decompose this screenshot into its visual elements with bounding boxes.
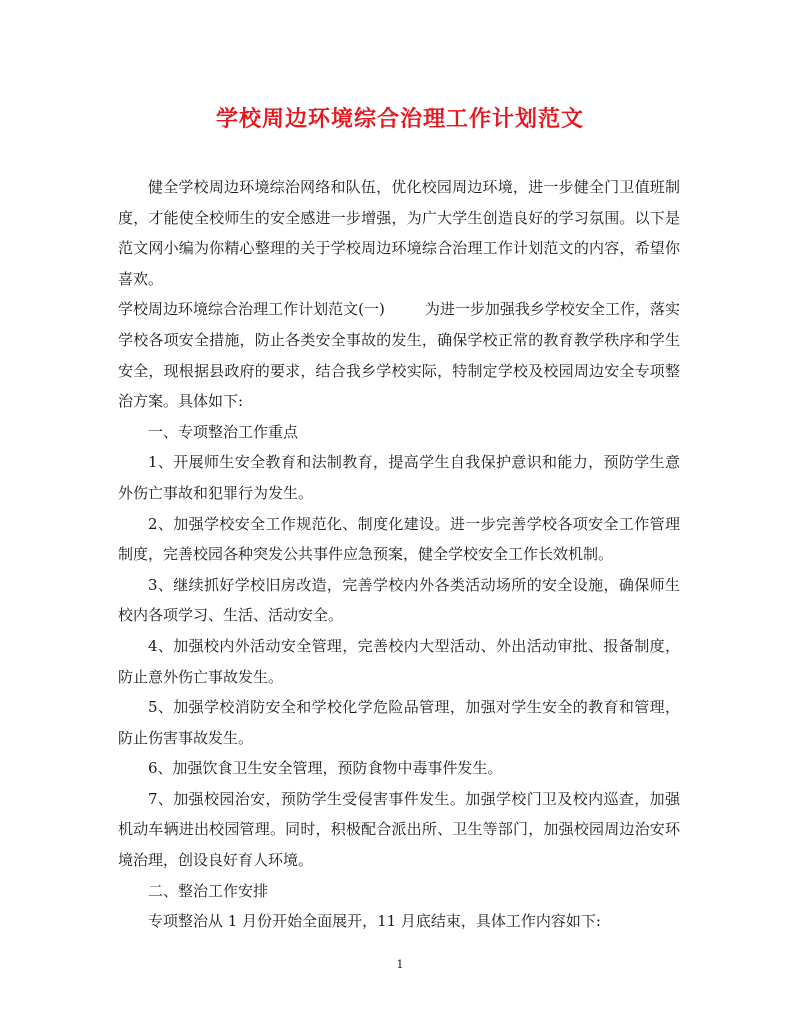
section2-paragraph: 专项整治从 1 月份开始全面展开，11 月底结束，具体工作内容如下: (148, 912, 601, 931)
list-item: 2、加强学校安全工作规范化、制度化建设。进一步完善学校各项安全工作管理制度，完善校园各种突发公共事件应急预案，健全学校安全工作长效机制。 (118, 514, 680, 564)
list-item: 6、加强饮食卫生安全管理，预防食物中毒事件发生。 (148, 759, 503, 778)
section-subtitle: 学校周边环境综合治理工作计划范文(一) (118, 300, 385, 319)
section-heading-2: 二、整治工作安排 (148, 881, 269, 900)
list-item: 1、开展师生安全教育和法制教育，提高学生自我保护意识和能力，预防学生意外伤亡事故和犯罪行为发生。 (118, 453, 680, 502)
intro-paragraph: 健全学校周边环境综治网络和队伍，优化校园周边环境，进一步健全门卫值班制度，才能使全校师生的安全感进一步增强，为广大学生创造良好的学习氛围。以下是范文网小编为你精心整理的关于学校周边环境综合治理工作计划范文的内容，希望你喜欢。 (118, 178, 680, 288)
subtitle-paragraph (118, 294, 680, 416)
list-item: 4、加强校内外活动安全管理，完善校内大型活动、外出活动审批、报备制度，防止意外伤亡事故发生。 (118, 636, 680, 686)
section-heading-1: 一、专项整治工作重点 (148, 422, 299, 441)
document-title: 学校周边环境综合治理工作计划范文 (215, 106, 584, 132)
subtitle-paragraph-text: 为进一步加强我乡学校安全工作，落实学校各项安全措施，防止各类安全事故的发生，确保学校正常的教育教学秩序和学生安全，现根据县政府的要求，结合我乡学校实际，特制定学校及校园周边安全专项整治方案。具体如下: (118, 300, 680, 411)
list-item: 7、加强校园治安，预防学生受侵害事件发生。加强学校门卫及校内巡查，加强机动车辆进出校园管理。同时，积极配合派出所、卫生等部门，加强校园周边治安环境治理，创设良好育人环境。 (118, 789, 680, 870)
list-item: 5、加强学校消防安全和学校化学危险品管理，加强对学生安全的教育和管理，防止伤害事故发生。 (118, 698, 680, 747)
document-body (118, 172, 680, 937)
page-number: 1 (396, 958, 404, 971)
list-item: 3、继续抓好学校旧房改造，完善学校内外各类活动场所的安全设施，确保师生校内各项学习、生活、活动安全。 (118, 575, 680, 625)
